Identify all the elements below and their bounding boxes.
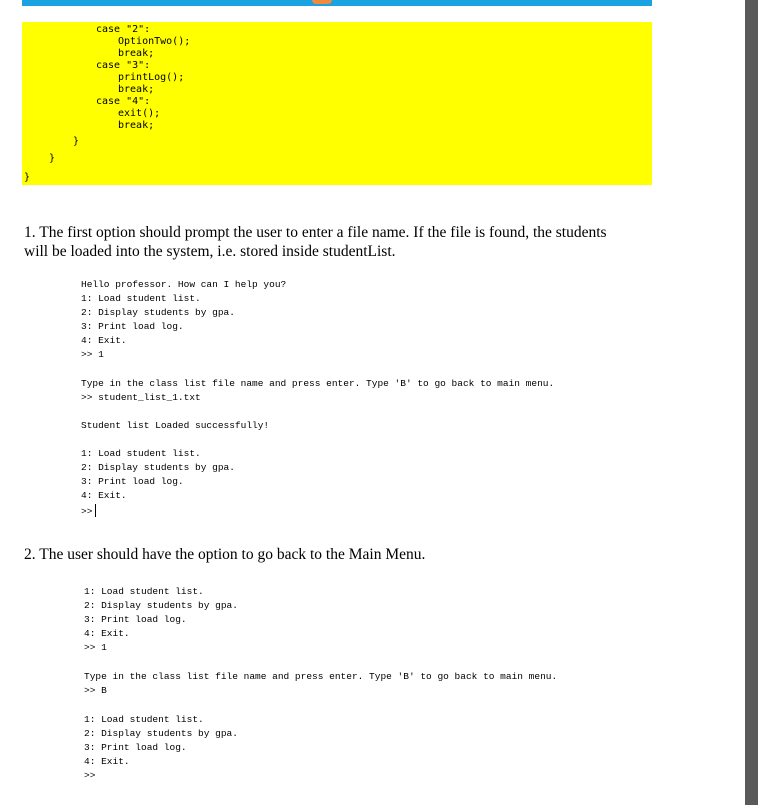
terminal-line: >> student_list_1.txt (81, 392, 201, 403)
code-line: exit(); (118, 108, 161, 119)
terminal-line: >> 1 (81, 349, 104, 360)
terminal-line: 1: Load student list. (81, 448, 201, 459)
header-strip (22, 0, 652, 6)
code-snippet (22, 22, 652, 185)
terminal-line: 2: Display students by gpa. (81, 462, 235, 473)
terminal-line: 4: Exit. (81, 335, 127, 346)
paragraph-1-line-1: 1. The first option should prompt the user to enter a file name. If the file is found, the students (24, 224, 607, 241)
prompt-text: >> (81, 506, 93, 517)
terminal-line: 4: Exit. (84, 628, 130, 639)
text-cursor (95, 504, 96, 517)
code-line: case "4": (96, 96, 151, 107)
code-line: break; (118, 120, 155, 131)
code-line: } (24, 172, 31, 183)
viewer-scrollbar[interactable] (745, 0, 758, 805)
terminal-line: 4: Exit. (81, 490, 127, 501)
terminal-line: >> B (84, 685, 107, 696)
paragraph-2: 2. The user should have the option to go back to the Main Menu. (24, 546, 426, 563)
terminal-line: 2: Display students by gpa. (81, 307, 235, 318)
terminal-line: >> (84, 770, 96, 781)
terminal-line: Type in the class list file name and press enter. Type 'B' to go back to main menu. (81, 378, 555, 389)
header-mark (312, 0, 332, 4)
paragraph-1 (24, 223, 654, 261)
terminal-prompt (81, 504, 96, 517)
terminal-line: Type in the class list file name and press enter. Type 'B' to go back to main menu. (84, 671, 558, 682)
terminal-line: 3: Print load log. (84, 614, 187, 625)
code-line: printLog(); (118, 72, 185, 83)
code-line: OptionTwo(); (118, 36, 191, 47)
terminal-line: Student list Loaded successfully! (81, 420, 270, 431)
terminal-line: Hello professor. How can I help you? (81, 279, 287, 290)
code-line: case "3": (96, 60, 151, 71)
terminal-line: 3: Print load log. (81, 321, 184, 332)
code-line: break; (118, 84, 155, 95)
terminal-line: 2: Display students by gpa. (84, 728, 238, 739)
paragraph-1-line-2: will be loaded into the system, i.e. stored inside studentList. (24, 243, 396, 260)
terminal-line: 1: Load student list. (81, 293, 201, 304)
terminal-line: 1: Load student list. (84, 714, 204, 725)
code-line: break; (118, 48, 155, 59)
code-line: } (49, 153, 56, 164)
terminal-line: >> 1 (84, 642, 107, 653)
terminal-line: 3: Print load log. (81, 476, 184, 487)
terminal-line: 4: Exit. (84, 756, 130, 767)
terminal-line: 3: Print load log. (84, 742, 187, 753)
terminal-line: 2: Display students by gpa. (84, 600, 238, 611)
terminal-line: 1: Load student list. (84, 586, 204, 597)
code-line: } (73, 136, 80, 147)
code-line: case "2": (96, 24, 151, 35)
